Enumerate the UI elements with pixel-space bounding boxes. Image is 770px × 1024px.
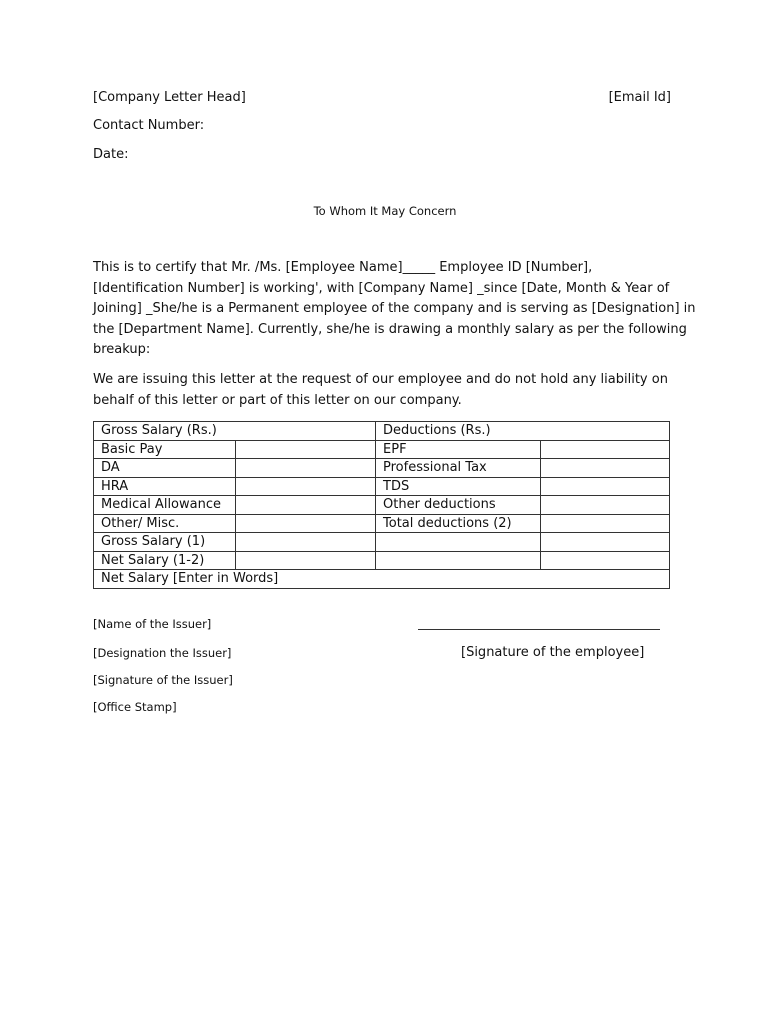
earning-value-cell — [236, 514, 376, 533]
company-letter-head: [Company Letter Head] — [93, 90, 246, 105]
deductions-header: Deductions (Rs.) — [376, 422, 670, 441]
table-header-row — [94, 422, 670, 441]
table-row — [94, 533, 670, 552]
earning-label: Gross Salary (1) — [94, 533, 236, 552]
table-row — [94, 496, 670, 515]
deduction-label — [376, 533, 541, 552]
earning-label: HRA — [94, 477, 236, 496]
earning-value-cell — [236, 533, 376, 552]
deduction-label: EPF — [376, 440, 541, 459]
liability-paragraph — [93, 370, 675, 411]
deduction-value-cell — [541, 477, 670, 496]
table-row — [94, 551, 670, 570]
table-row — [94, 459, 670, 478]
earning-label: DA — [94, 459, 236, 478]
earning-label: Net Salary (1-2) — [94, 551, 236, 570]
deduction-label: Professional Tax — [376, 459, 541, 478]
letter-subject: To Whom It May Concern — [313, 204, 457, 218]
earning-value-cell — [236, 440, 376, 459]
table-row — [94, 514, 670, 533]
deduction-label: TDS — [376, 477, 541, 496]
deduction-label — [376, 551, 541, 570]
certification-paragraph — [93, 258, 696, 361]
deduction-label: Total deductions (2) — [376, 514, 541, 533]
earning-label: Basic Pay — [94, 440, 236, 459]
paragraph-line: the [Department Name]. Currently, she/he is drawing a monthly salary as per the following — [93, 321, 687, 337]
deduction-value-cell — [541, 459, 670, 478]
paragraph-line: This is to certify that Mr. /Ms. [Employee Name]_____ Employee ID [Number], — [93, 260, 593, 275]
net-salary-words-row — [94, 570, 670, 589]
table-row — [94, 440, 670, 459]
paragraph-line: behalf of this letter or part of this letter on our company. — [93, 392, 462, 408]
table-row — [94, 477, 670, 496]
earning-label: Other/ Misc. — [94, 514, 236, 533]
issuer-designation: [Designation the Issuer] — [93, 646, 232, 660]
earning-label: Medical Allowance — [94, 496, 236, 515]
salary-table — [93, 421, 670, 589]
paragraph-line: breakup: — [93, 342, 151, 357]
deduction-value-cell — [541, 551, 670, 570]
office-stamp: [Office Stamp] — [93, 700, 177, 714]
deduction-value-cell — [541, 440, 670, 459]
date-label: Date: — [93, 147, 129, 162]
deduction-value-cell — [541, 496, 670, 515]
gross-salary-header: Gross Salary (Rs.) — [94, 422, 376, 441]
earning-value-cell — [236, 496, 376, 515]
contact-number: Contact Number: — [93, 118, 205, 133]
deduction-value-cell — [541, 533, 670, 552]
net-salary-words: Net Salary [Enter in Words] — [94, 570, 670, 589]
paragraph-line: Joining] _She/he is a Permanent employee of the company and is serving as [Designation] in — [93, 301, 696, 316]
employee-signature-label: [Signature of the employee] — [461, 645, 645, 660]
email-id: [Email Id] — [608, 90, 671, 105]
issuer-signature: [Signature of the Issuer] — [93, 673, 233, 687]
paragraph-line: We are issuing this letter at the request of our employee and do not hold any liability on — [93, 372, 668, 387]
paragraph-line: [Identification Number] is working', with [Company Name] _since [Date, Month & Year of — [93, 280, 670, 296]
issuer-name: [Name of the Issuer] — [93, 617, 212, 631]
deduction-value-cell — [541, 514, 670, 533]
earning-value-cell — [236, 459, 376, 478]
earning-value-cell — [236, 551, 376, 570]
earning-value-cell — [236, 477, 376, 496]
deduction-label: Other deductions — [376, 496, 541, 515]
employee-signature-line — [418, 629, 660, 630]
